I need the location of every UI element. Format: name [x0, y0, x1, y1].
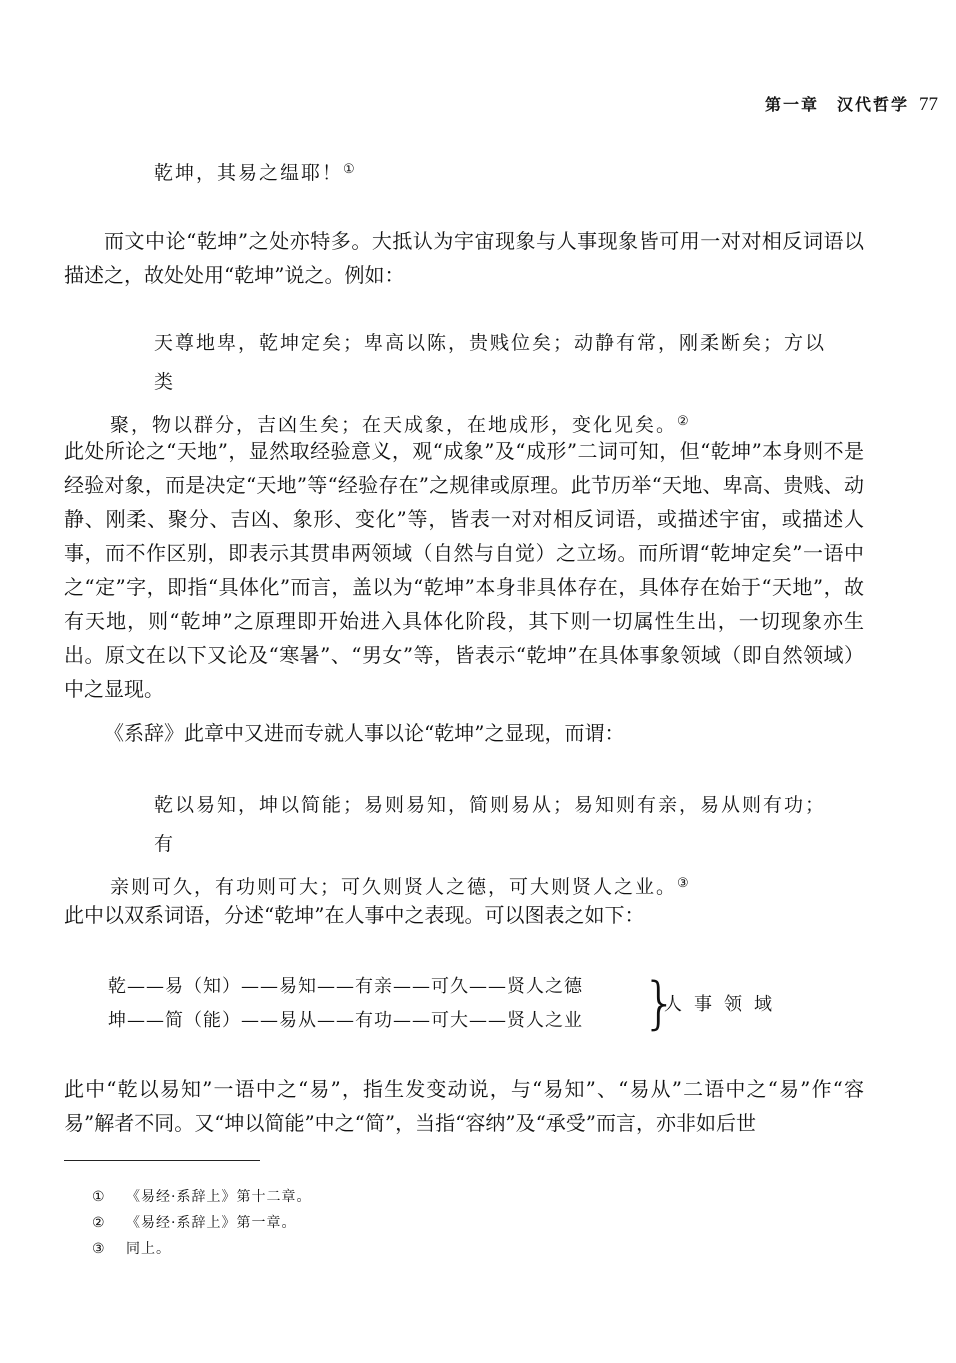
- chart-brace: }: [642, 971, 678, 1036]
- quote-block-2: [110, 324, 830, 445]
- paragraph-5-text: 此中“乾以易知”一语中之“易”，指生发变动说，与“易知”、“易从”二语中之“易”作“容易”解者不同。又“坤以简能”中之“简”，当指“容纳”及“承受”而言，亦非如后世: [64, 1077, 864, 1135]
- chapter-title: 第一章 汉代哲学: [764, 95, 909, 114]
- quote-2-line-2: 聚，物以群分，吉凶生矣；在天成象，在地成形，变化见矣。: [110, 414, 678, 436]
- footnote-1-number: ①: [92, 1189, 106, 1205]
- paragraph-1-text: 而文中论“乾坤”之处亦特多。大抵认为宇宙现象与人事现象皆可用一对对相反词语以描述之，故处处用“乾坤”说之。例如：: [64, 229, 864, 287]
- quote-1-text: 乾坤，其易之缊耶！: [154, 162, 344, 184]
- footnote-3: [92, 1236, 311, 1262]
- footnote-1: [92, 1184, 311, 1210]
- footnote-2: [92, 1210, 311, 1236]
- footnote-3-number: ③: [92, 1241, 106, 1257]
- chart-row-qian: 乾——易（知）——易知——有亲——可久——贤人之德: [108, 976, 583, 997]
- qian-kun-chart: [108, 970, 583, 1038]
- paragraph-3: [64, 716, 864, 750]
- chart-domain-label: 人事领域: [664, 994, 784, 1015]
- quote-3-line-2: 亲则可久，有功则可大；可久则贤人之德，可大则贤人之业。: [110, 876, 678, 898]
- running-header: [765, 92, 938, 116]
- paragraph-2-text: 此处所论之“天地”，显然取经验意义，观“成象”及“成形”二词可知，但“乾坤”本身则不是经验对象，而是决定“天地”等“经验存在”之规律或原理。此节历举“天地、卑高、贵贱、动静、刚柔、聚分、吉凶、象形、变化”等，皆表一对对相反词语，或描述宇宙，或描述人事，而不作区别，即表示其贯串两领域（自然与自觉）之立场。而所谓“乾坤定矣”一语中之“定”字，即指“具体化”而言，盖以为“乾坤”本身非具体存在，具体存在始于“天地”，故有天地，则“乾坤”之原理即开始进入具体化阶段，其下则一切属性生出，一切现象亦生出。原文在以下又论及“寒暑”、“男女”等，皆表示“乾坤”在具体事象领域（即自然领域）中之显现。: [64, 439, 864, 701]
- quote-block-1: [110, 150, 830, 193]
- quote-block-3: [110, 786, 830, 907]
- footnote-divider: [64, 1160, 260, 1161]
- paragraph-3-text: 《系辞》此章中又进而专就人事以论“乾坤”之显现，而谓：: [104, 721, 625, 745]
- footnote-1-text: 《易经·系辞上》第十二章。: [126, 1189, 312, 1205]
- paragraph-2: [64, 434, 864, 706]
- quote-3-line-1: 乾以易知，坤以简能；易则易知，简则易从；易知则有亲，易从则有功；有: [154, 794, 827, 855]
- paragraph-4-text: 此中以双系词语，分述“乾坤”在人事中之表现。可以图表之如下：: [64, 903, 645, 927]
- paragraph-5: [64, 1072, 864, 1140]
- footnote-ref-1: ①: [343, 162, 357, 177]
- paragraph-1: [64, 224, 864, 292]
- quote-2-line-1: 天尊地卑，乾坤定矣；卑高以陈，贵贱位矣；动静有常，刚柔断矣；方以类: [154, 332, 827, 393]
- footnote-2-number: ②: [92, 1215, 106, 1231]
- page-number: 77: [919, 94, 938, 115]
- paragraph-4: [64, 898, 864, 932]
- footnote-2-text: 《易经·系辞上》第一章。: [126, 1215, 297, 1231]
- footnotes: [92, 1184, 311, 1262]
- footnote-ref-2: ②: [677, 414, 691, 429]
- footnote-ref-3: ③: [677, 876, 691, 891]
- footnote-3-text: 同上。: [126, 1241, 171, 1257]
- chart-row-kun: 坤——简（能）——易从——有功——可大——贤人之业: [108, 1010, 583, 1031]
